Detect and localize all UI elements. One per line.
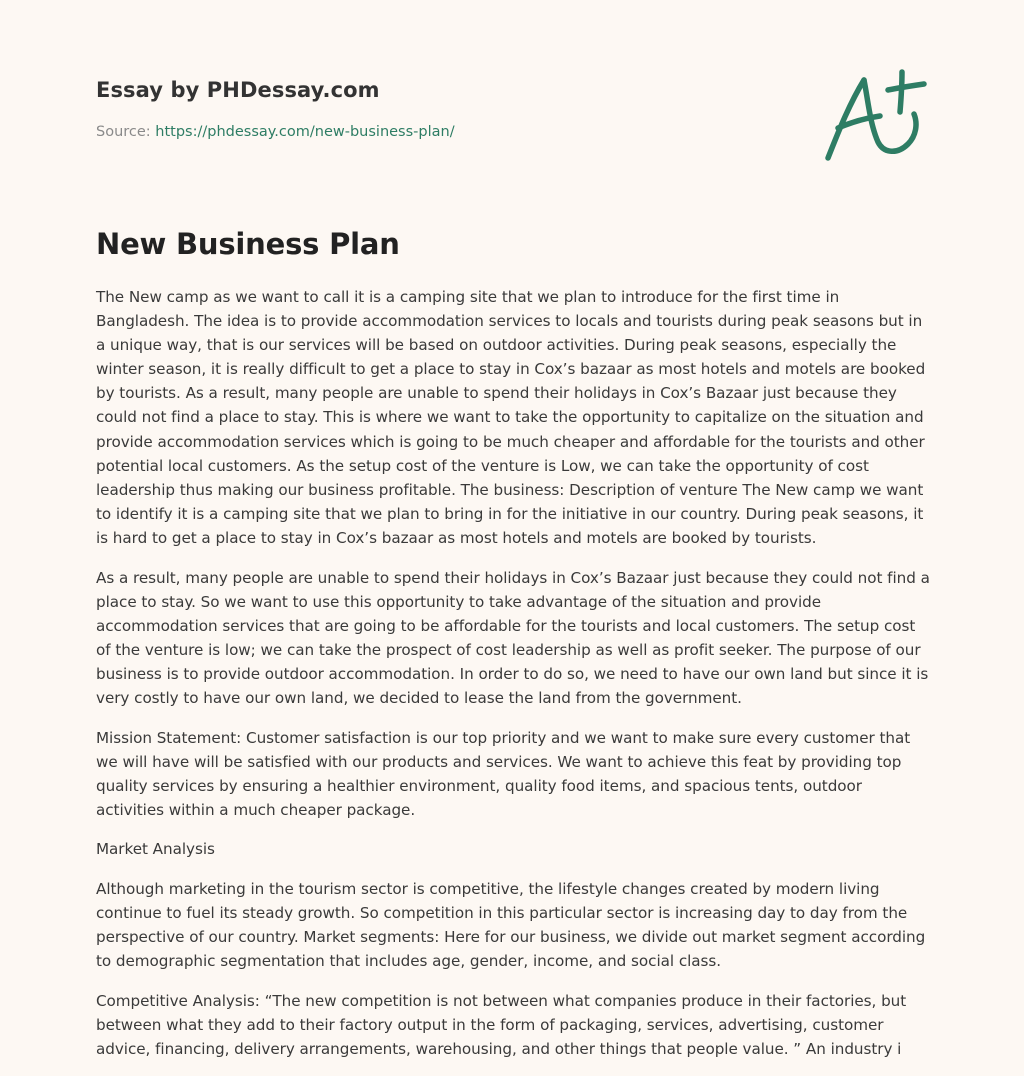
section-heading-market-analysis: Market Analysis xyxy=(96,840,215,859)
essay-paragraph: Competitive Analysis: “The new competition is not between what companies produce in their factories, but between what they add to their factory output in the form of packaging, services, advertising, customer advice, financing, delivery arrangements, warehousing, and other things that people value. ” An industry i xyxy=(96,991,907,1059)
essay-paragraph: The New camp as we want to call it is a camping site that we plan to introduce for the first time in Bangladesh. The idea is to provide accommodation services to locals and tourists during peak seasons but in a unique way, that is our services will be based on outdoor activities. During peak seasons, especially the winter season, it is really difficult to get a place to stay in Cox’s bazaar as most hotels and motels are booked by tourists. As a result, many people are unable to spend their holidays in Cox’s Bazaar just because they could not find a place to stay. This is where we want to take the opportunity to capitalize on the situation and provide accommodation services which is going to be much cheaper and affordable for the tourists and other potential local customers. As the setup cost of the venture is Low, we can take the opportunity of cost leadership thus making our business profitable. The business: Description of venture The New camp we want to identify it is a camping site that we plan to bring in for the initiative in our country. During peak seasons, it is hard to get a place to stay in Cox’s bazaar as most hotels and motels are booked by tourists. xyxy=(96,288,926,547)
essay-title: New Business Plan xyxy=(96,227,400,261)
essay-paragraph: Although marketing in the tourism sector is competitive, the lifestyle changes created by modern living continue to fuel its steady growth. So competition in this particular sector is increasing day to day from the perspective of our country. Market segments: Here for our business, we divide out market segment according to demographic segmentation that includes age, gender, income, and social class. xyxy=(96,880,926,971)
essay-paragraph: Mission Statement: Customer satisfaction is our top priority and we want to make sure every customer that we will have will be satisfied with our products and services. We want to achieve this feat by providing top quality services by ensuring a healthier environment, quality food items, and spacious tents, outdoor activities within a much cheaper package. xyxy=(96,728,911,819)
source-line xyxy=(96,122,796,142)
essay-paragraph: As a result, many people are unable to spend their holidays in Cox’s Bazaar just because they could not find a place to stay. So we want to use this opportunity to take advantage of the situation and provide accommodation services that are going to be affordable for the tourists and local customers. The setup cost of the venture is low; we can take the prospect of cost leadership as well as profit seeker. The purpose of our business is to provide outdoor accommodation. In order to do so, we need to have our own land but since it is very costly to have our own land, we decided to lease the land from the government. xyxy=(96,568,930,707)
source-label: Source: xyxy=(96,124,156,140)
site-title: Essay by PHDessay.com xyxy=(96,78,380,102)
source-link[interactable]: https://phdessay.com/new-business-plan/ xyxy=(155,124,455,140)
essay-body xyxy=(96,285,930,1076)
a-plus-logo-icon xyxy=(822,66,932,166)
page-header xyxy=(96,74,796,142)
